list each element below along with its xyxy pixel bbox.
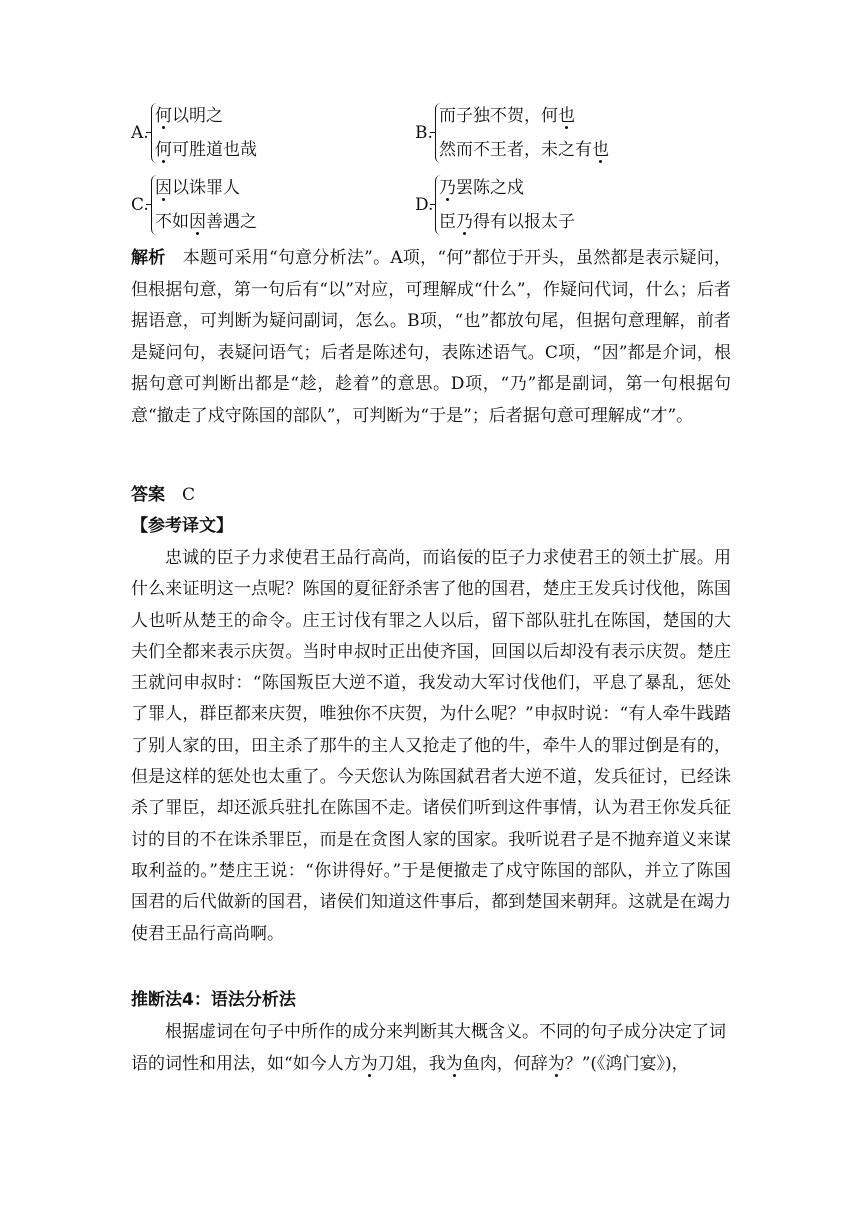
analysis-label: 解析 (131, 248, 166, 268)
translation-heading: 【参考译文】 (131, 516, 233, 536)
option-b-letter: B. (415, 123, 433, 143)
method-heading: 推断法4：语法分析法 (131, 990, 296, 1010)
option-d-letter: D. (415, 195, 434, 215)
answer-value: C (182, 485, 196, 505)
option-a-line2: 何可胜道也哉 (155, 140, 257, 160)
option-c-line2: 不如因善遇之 (155, 212, 257, 232)
option-d-line2: 臣乃得有以报太子 (439, 212, 575, 232)
translation-paragraph: 忠诚的臣子力求使君王品行高尚，而谄佞的臣子力求使君王的领土扩展。用什么来证明这一点呢？陈国的夏征舒杀害了他的国君，楚庄王发兵讨伐他，陈国人也听从楚王的命令。庄王讨伐有罪之人以后，留下部队驻扎在陈国，楚国的大夫们全都来表示庆贺。当时申叔时正出使齐国，回国以后却没有表示庆贺。楚庄王就问申叔时：“陈国叛臣大逆不道，我发动大军讨伐他们，平息了暴乱，惩处了罪人，群臣都来庆贺，唯独你不庆贺，为什么呢？”申叔时说：“有人牵牛践踏了别人家的田，田主杀了那牛的主人又抢走了他的牛，牵牛人的罪过倒是有的，但是这样的惩处也太重了。今天您认为陈国弑君者大逆不道，发兵征讨，已经诛杀了罪臣，却还派兵驻扎在陈国不走。诸侯们听到这件事情，认为君王你发兵征讨的目的不在诛杀罪臣，而是在贪图人家的国家。我听说君子是不抛弃道义来谋取利益的。”楚庄王说：“你讲得好。”于是便撤走了戍守陈国的部队，并立了陈国国君的后代做新的国君，诸侯们知道这件事后，都到楚国来朝拜。这就是在竭力使君王品行高尚啊。 (131, 548, 731, 944)
answer-label: 答案 (131, 485, 165, 505)
option-c-letter: C. (131, 195, 149, 215)
option-d-line1: 乃罢陈之戍 (439, 178, 524, 198)
analysis-paragraph (131, 243, 731, 432)
option-b-line1: 而子独不贺，何也 (439, 106, 575, 126)
answer-line (131, 480, 195, 512)
analysis-text: 本题可采用“句意分析法”。A项，“何”都位于开头，虽然都是表示疑问，但根据句意，第一句后有“以”对应，可理解成“什么”，作疑问代词，什么；后者据语意，可判断为疑问副词，怎么。B项，“也”都放句尾，但据句意理解，前者是疑问句，表疑问语气；后者是陈述句，表陈述语气。C项，“因”都是介词，根据句意可判断出都是“趁，趁着”的意思。D项，“乃”都是副词，第一句根据句意“撤走了戍守陈国的部队”，可判断为“于是”；后者据句意可理解成“才”。 (131, 248, 731, 426)
option-b-line2: 然而不王者，未之有也 (439, 140, 609, 160)
option-c-line1: 因以诛罪人 (155, 178, 240, 198)
option-a-line1: 何以明之 (155, 106, 223, 126)
option-a-letter: A. (131, 123, 149, 143)
method-line-1: 根据虚词在句子中所作的成分来判断其大概含义。不同的句子成分决定了词 (165, 1022, 726, 1042)
method-line-2: 语的词性和用法，如“如今人方为刀俎，我为鱼肉，何辞为？”(《鸿门宴》)， (131, 1054, 689, 1074)
